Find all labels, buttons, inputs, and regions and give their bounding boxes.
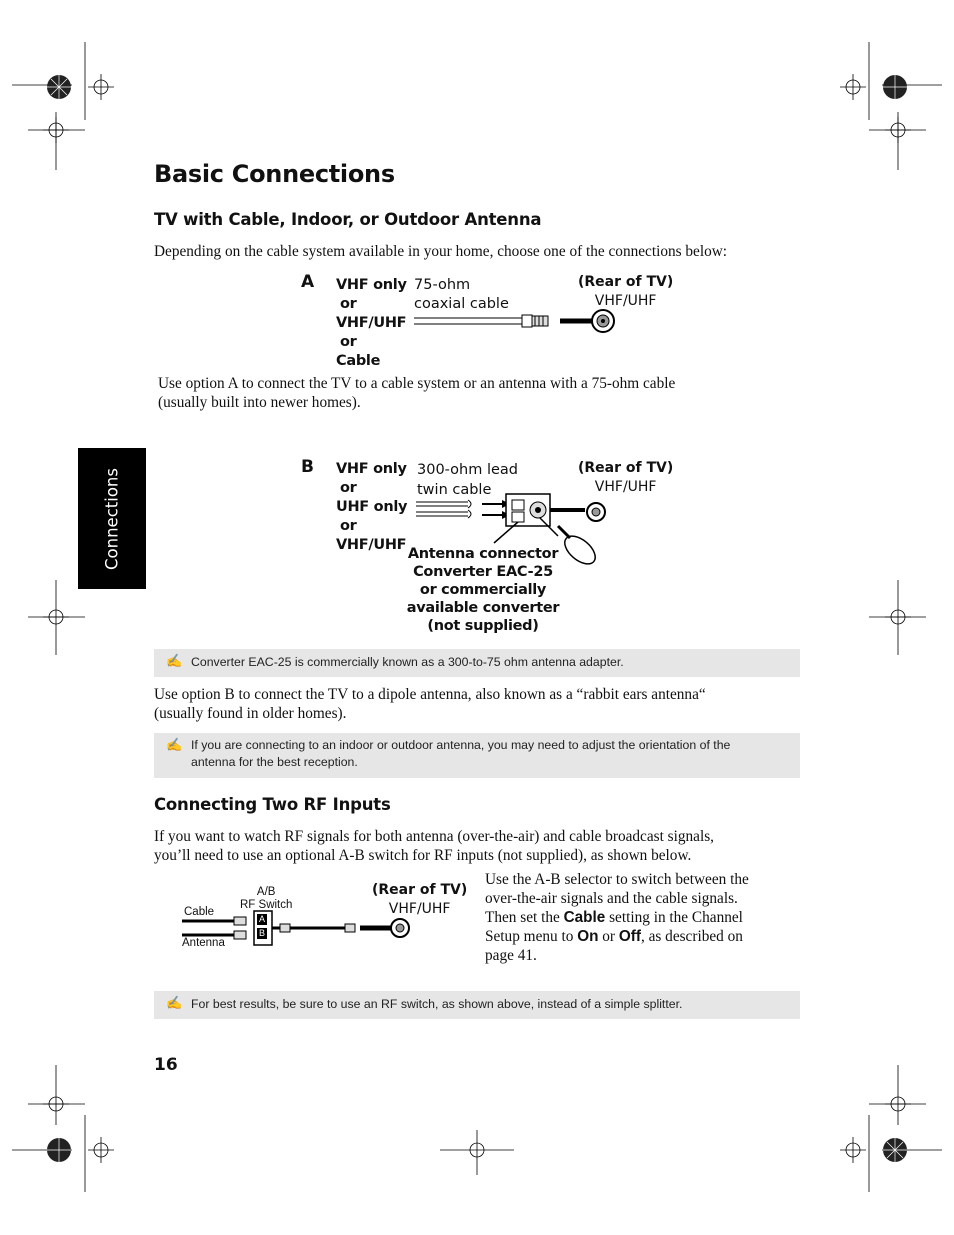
note-converter <box>154 649 800 677</box>
diagram-a-letter: A <box>301 272 315 292</box>
antenna-label: Antenna <box>182 937 225 949</box>
cable-label: Cable <box>184 906 215 918</box>
pencil-note-icon: ✍ <box>166 737 183 752</box>
side-tab <box>78 448 146 589</box>
section-heading-rf-inputs: Connecting Two RF Inputs <box>154 795 391 814</box>
diagram-a-rear-label: (Rear of TV) VHF/UHF <box>578 274 674 309</box>
section-intro: Depending on the cable system available in your home, choose one of the connections below: <box>154 243 728 260</box>
diagram-c-rear-label: (Rear of TV) VHF/UHF <box>372 882 468 917</box>
pencil-note-icon: ✍ <box>166 653 183 668</box>
diagram-a-cable-label: 75-ohm coaxial cable <box>414 277 509 312</box>
page-number: 16 <box>154 1055 178 1075</box>
pencil-note-icon: ✍ <box>166 995 183 1010</box>
ab-switch-label: A/B RF Switch <box>240 886 293 911</box>
note-converter-text: Converter EAC-25 is commercially known as a 300-to-75 ohm antenna adapter. <box>191 655 624 669</box>
page-title: Basic Connections <box>154 160 395 188</box>
cable-setting-name: Cable <box>563 909 606 926</box>
diagram-b-source-labels: VHF only or UHF only or VHF/UHF <box>336 461 408 553</box>
diagram-b-cable-label: 300-ohm lead twin cable <box>417 462 519 498</box>
note-orientation-line-1: If you are connecting to an indoor or outdoor antenna, you may need to adjust the orientation of the <box>191 738 731 752</box>
option-b-text: Use option B to connect the TV to a dipole antenna, also known as a “rabbit ears antenna“ (usually found in older homes). <box>154 686 706 722</box>
option-a-text: Use option A to connect the TV to a cable system or an antenna with a 75-ohm cable (usually built into newer homes). <box>158 375 676 411</box>
note-antenna-orientation <box>154 733 800 778</box>
note-orientation-line-2: antenna for the best reception. <box>191 755 358 769</box>
note-rf-switch <box>154 991 800 1019</box>
side-tab-label: Connections <box>102 467 122 570</box>
note-rf-switch-text: For best results, be sure to use an RF switch, as shown above, instead of a simple splitter. <box>191 997 683 1011</box>
port-a-label: A <box>258 914 265 924</box>
diagram-b-rear-label: (Rear of TV) VHF/UHF <box>578 460 674 495</box>
section-heading-antenna: TV with Cable, Indoor, or Outdoor Antenna <box>154 210 542 229</box>
converter-caption: Antenna connector Converter EAC-25 or commercially available converter (not supplied) <box>406 546 560 634</box>
diagram-b-letter: B <box>301 457 314 477</box>
port-b-label: B <box>258 928 265 938</box>
ab-selector-text: Use the A-B selector to switch between the over-the-air signals and the cable signals. Then set the Cable setting in the Channel Setup menu to On or Off, as described on page 41. <box>485 871 749 964</box>
diagram-a-source-labels: VHF only or VHF/UHF or Cable <box>336 277 407 369</box>
rf-inputs-intro: If you want to watch RF signals for both antenna (over-the-air) and cable broadcast signals, you’ll need to use an optional A-B switch for RF inputs (not supplied), as shown below. <box>154 828 714 864</box>
coaxial-cable-icon <box>410 305 625 335</box>
